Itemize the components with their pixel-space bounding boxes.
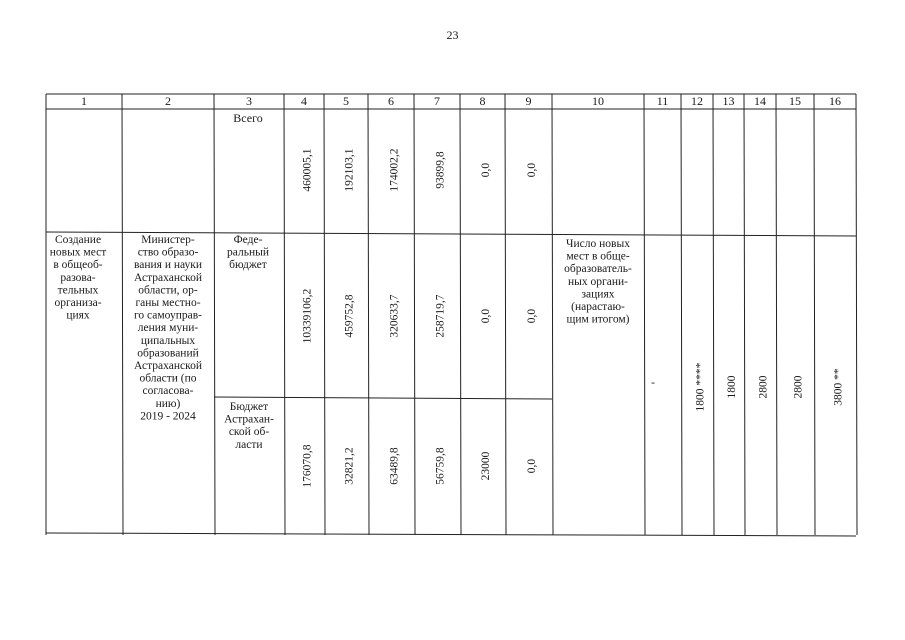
regional-label-line: Бюджет: [229, 401, 269, 413]
total-value: 192103,1: [343, 148, 356, 192]
column-header-16: 16: [829, 94, 841, 108]
activity-name-line: в общеоб-: [53, 259, 103, 272]
column-line: [681, 94, 682, 535]
activity-name-line: тельных: [57, 284, 99, 297]
activity-name-line: разова-: [60, 271, 96, 284]
column-line: [713, 94, 714, 535]
column-header-7: 7: [434, 94, 440, 108]
federal-value: 258719,7: [434, 294, 447, 338]
column-header-10: 10: [592, 94, 604, 108]
activity-name-line: Создание: [54, 234, 102, 246]
column-header-15: 15: [789, 94, 801, 108]
regional-budget-label: [224, 401, 274, 451]
column-header-4: 4: [301, 94, 307, 108]
column-line: [644, 94, 645, 535]
indicator-text: [564, 238, 632, 326]
column-line: [324, 94, 325, 535]
column-header-5: 5: [343, 94, 349, 108]
column-line: [552, 94, 553, 535]
regional-value: 32821,2: [343, 447, 356, 485]
activity-name-line: организа-: [54, 297, 102, 309]
column-header-1: 1: [81, 94, 87, 108]
federal-label-line: ральный: [227, 246, 269, 259]
column-header-2: 2: [165, 94, 171, 108]
activity-name-line: новых мест: [49, 246, 107, 259]
executor-line: области, ор-: [138, 284, 198, 297]
indicator-line: мест в обще-: [566, 250, 630, 263]
executor-text: [134, 234, 202, 422]
federal-value: 10339106,2: [301, 288, 314, 344]
executor-line: образований: [137, 347, 199, 360]
executor-line: ство образо-: [137, 246, 199, 259]
regional-label-line: ской об-: [228, 426, 270, 439]
column-line: [505, 94, 506, 535]
indicator-line: ных органи-: [568, 275, 628, 288]
federal-value: 0,0: [526, 308, 539, 324]
executor-line: согласова-: [142, 385, 194, 398]
federal-value: 459752,8: [343, 294, 356, 338]
total-value: 0,0: [480, 162, 493, 178]
indicator-line: (нарастаю-: [571, 301, 625, 313]
column-line: [460, 94, 461, 535]
regional-label-line: Астрахан-: [224, 413, 274, 426]
executor-line: Астраханской: [133, 271, 203, 284]
column-line: [776, 94, 777, 535]
indicator-line: Число новых: [566, 238, 630, 250]
executor-line: ципальных: [140, 334, 196, 347]
executor-line: го самоуправ-: [133, 309, 203, 322]
column-line: [214, 94, 215, 535]
federal-value: 0,0: [480, 308, 493, 324]
column-header-8: 8: [479, 94, 486, 108]
federal-label-line: Феде-: [233, 234, 263, 246]
executor-line: Министер-: [141, 234, 195, 246]
federal-value: 320633,7: [388, 294, 401, 338]
column-line: [414, 94, 415, 535]
regional-value: 23000: [480, 451, 493, 481]
table-bottom-border: [46, 533, 856, 536]
executor-line: Астраханской: [133, 360, 203, 372]
regional-value: 176070,8: [301, 444, 314, 488]
federal-label-line: бюджет: [229, 259, 267, 272]
activity-name: [50, 234, 106, 322]
target-value: 2800: [757, 375, 770, 399]
indicator-line: образователь-: [564, 263, 632, 276]
target-value: 1800 ****: [694, 362, 707, 412]
col11-value: -: [651, 377, 655, 389]
target-value: 2800: [792, 375, 805, 399]
target-value: 1800: [726, 375, 739, 399]
column-header-14: 14: [754, 94, 766, 108]
total-label: Всего: [233, 111, 263, 125]
regional-value: 0,0: [526, 458, 539, 474]
column-line: [744, 94, 745, 535]
regional-value: 63489,8: [388, 447, 401, 485]
regional-label-line: ласти: [235, 438, 263, 451]
column-header-11: 11: [656, 94, 669, 108]
total-value: 0,0: [526, 162, 539, 178]
column-line: [814, 94, 815, 535]
total-value: 93899,8: [434, 151, 447, 189]
column-line: [284, 94, 285, 535]
column-header-9: 9: [525, 94, 532, 108]
column-header-row: [81, 94, 841, 108]
column-line: [122, 94, 123, 535]
column-header-3: 3: [246, 94, 252, 108]
target-values: [695, 362, 845, 411]
total-value: 460005,1: [301, 148, 314, 192]
federal-row-bottom-line: [214, 397, 552, 399]
indicator-line: щим итогом): [566, 313, 630, 326]
column-header-12: 12: [691, 94, 703, 108]
federal-values: [302, 288, 539, 343]
executor-line: нию): [155, 397, 181, 410]
regional-value: 56759,8: [434, 447, 447, 485]
total-values: [302, 148, 539, 191]
column-header-6: 6: [388, 94, 394, 108]
column-line: [368, 94, 369, 535]
executor-line: области (по: [139, 372, 197, 385]
indicator-line: зациях: [581, 288, 615, 301]
executor-line: ления муни-: [137, 322, 199, 335]
executor-line: 2019 - 2024: [140, 410, 196, 423]
column-header-13: 13: [722, 94, 735, 108]
column-line: [856, 94, 857, 535]
federal-budget-label: [227, 234, 269, 271]
regional-values: [302, 444, 539, 487]
target-value: 3800 **: [832, 368, 845, 406]
activity-name-line: циях: [66, 309, 90, 322]
executor-line: вания и науки: [133, 259, 203, 272]
page-number: 23: [446, 28, 459, 42]
executor-line: ганы местно-: [135, 297, 201, 309]
total-value: 174002,2: [388, 148, 401, 192]
